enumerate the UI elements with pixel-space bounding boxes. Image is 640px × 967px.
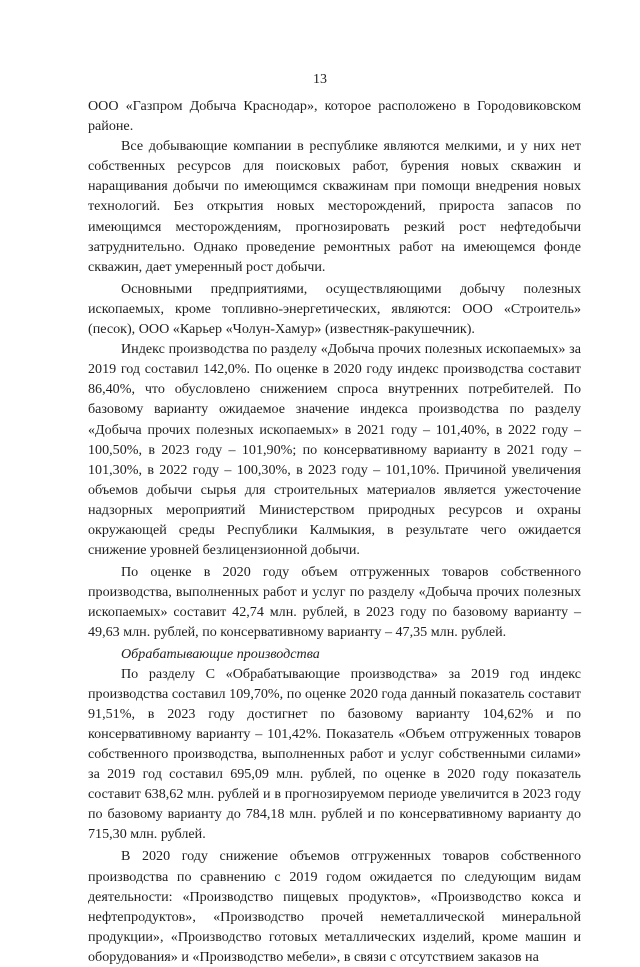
page-number: 13 <box>313 72 327 87</box>
section-heading-manufacturing: Обрабатывающие производства <box>121 645 320 662</box>
paragraph-production-index: Индекс производства по разделу «Добыча прочих полезных ископаемых» за 2019 год составил 142,0%. По оценке в 2020 году индекс производства составит 86,40%, что обусловлено снижением спроса внутренних потребителей. По базовому варианту ожидаемое значение индекса производства по разделу «Добыча прочих полезных ископаемых» в 2021 году – 101,40%, в 2022 году – 100,50%, в 2023 году – 101,90%; по консервативному варианту в 2021 году – 101,30%, в 2022 году – 100,30%, в 2023 году – 101,10%. Причиной увеличения объемов добычи сырья для строительных материалов является ужесточение надзорных мероприятий Министерством природных ресурсов и охраны окружающей среды Республики Калмыкия, в результате чего ожидается снижение уровней безлицензионной добычи. <box>88 341 581 559</box>
paragraph-continuation: ООО «Газпром Добыча Краснодар», которое расположено в Городовиковском районе. <box>88 98 581 135</box>
paragraph-manufacturing-index: По разделу С «Обрабатывающие производства» за 2019 год индекс производства составил 109,70%, по оценке 2020 года данный показатель составит 91,51%, в 2023 году достигнет по базовому варианту 104,62% и по консервативному варианту – 101,42%. Показатель «Объем отгруженных товаров собственного производства, выполненных работ и услуг собственными силами» за 2019 год составил 695,09 млн. рублей, по оценке в 2020 году показатель составит 638,62 млн. рублей и в прогнозируемом периоде увеличится в 2023 году по базовому варианту до 784,18 млн. рублей и по консервативному варианту до 715,30 млн. рублей. <box>88 665 581 843</box>
paragraph-decline-2020: В 2020 году снижение объемов отгруженных товаров собственного производства по сравнению с 2019 годом ожидается по следующим видам деятельности: «Производство пищевых продуктов», «Производство кокса и нефтепродуктов», «Производство прочей неметаллической минеральной продукции», «Производство готовых металлических изделий, кроме машин и оборудования» и «Производство мебели», в связи с отсутствием заказов на <box>88 848 581 965</box>
paragraph-main-enterprises: Основными предприятиями, осуществляющими добычу полезных ископаемых, кроме топливно-энергетических, являются: ООО «Строитель» (песок), ООО «Карьер «Чолун-Хамур» (известняк-ракушечник). <box>88 280 581 338</box>
paragraph-mining-companies: Все добывающие компании в республике являются мелкими, и у них нет собственных ресурсов для поисковых работ, бурения новых скважин и наращивания добычи по имеющимся скважинам при помощи внедрения новых технологий. Без открытия новых месторождений, прироста запасов по имеющимся месторождениям, прогнозировать резкий рост нефтедобычи затруднительно. Однако проведение ремонтных работ на имеющемся фонде скважин, дает умеренный рост добычи. <box>88 138 581 275</box>
paragraph-shipped-goods: По оценке в 2020 году объем отгруженных товаров собственного производства, выполненных работ и услуг по разделу «Добыча прочих полезных ископаемых» составит 42,74 млн. рублей, в 2023 году по базовому варианту – 49,63 млн. рублей, по консервативному варианту – 47,35 млн. рублей. <box>88 564 581 641</box>
document-body <box>88 96 581 967</box>
